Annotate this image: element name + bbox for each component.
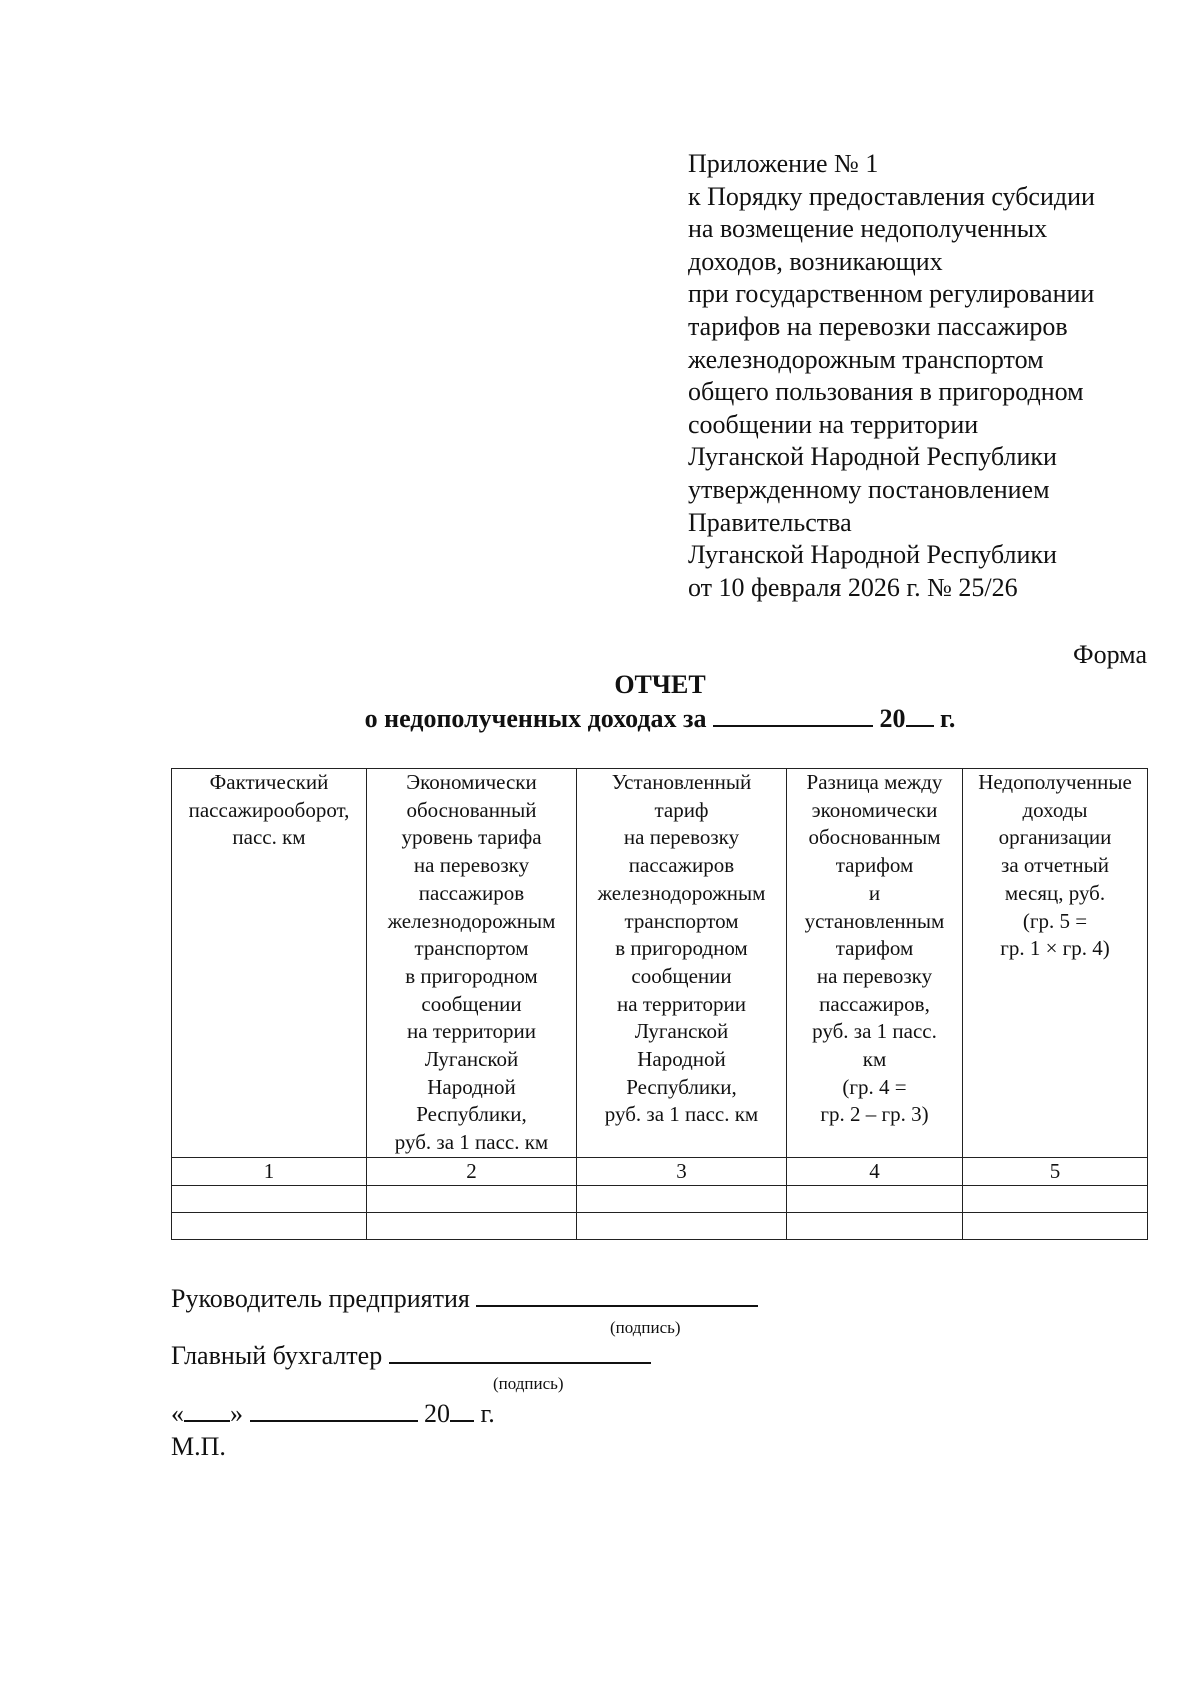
appendix-line: на возмещение недополученных: [688, 214, 1048, 244]
header-line: Разница между: [806, 770, 943, 794]
header-line: Фактический: [209, 770, 329, 794]
header-line: Луганской: [424, 1047, 519, 1072]
header-line: организации: [998, 825, 1112, 850]
date-year-field: [450, 1398, 474, 1422]
table-cell: [963, 1212, 1148, 1239]
header-line: пасс. км: [232, 825, 306, 850]
header-line: Республики,: [626, 1074, 737, 1099]
date-suffix: г.: [480, 1399, 495, 1428]
table-cell: [577, 1185, 787, 1212]
head-signature-line: [171, 1283, 758, 1315]
report-table: [171, 768, 1148, 1240]
header-line: месяц, руб.: [1004, 880, 1106, 905]
header-line: экономически: [811, 797, 938, 822]
table-cell: [963, 1185, 1148, 1212]
header-line: руб. за 1 пасс.: [812, 1019, 937, 1044]
header-line: доходы: [1022, 797, 1088, 822]
header-line: пассажиров,: [819, 991, 930, 1016]
header-line: руб. за 1 пасс. км: [604, 1102, 759, 1127]
date-month-field: [250, 1398, 418, 1422]
table-row: [172, 1185, 1148, 1212]
appendix-line: общего пользования в пригородном: [688, 377, 1084, 407]
column-number-row: [172, 1157, 1148, 1185]
header-line: руб. за 1 пасс. км: [394, 1130, 549, 1155]
header-line: на перевозку: [623, 825, 740, 850]
appendix-line: доходов, возникающих: [688, 246, 943, 276]
header-line: на перевозку: [413, 853, 530, 878]
report-subtitle-prefix: о недополученных доходах за: [364, 704, 707, 733]
head-signature-label: Руководитель предприятия: [171, 1284, 470, 1313]
appendix-line: к Порядку предоставления субсидии: [688, 181, 1095, 211]
appendix-line: при государственном регулировании: [688, 279, 1095, 309]
head-signature-hint: (подпись): [610, 1318, 681, 1337]
header-line: Республики,: [416, 1102, 527, 1127]
table-header-row: [172, 769, 1148, 1158]
header-line: тарифом: [835, 936, 914, 961]
table-cell: [172, 1212, 367, 1239]
appendix-line: тарифов на перевозки пассажиров: [688, 311, 1068, 341]
appendix-line: Правительства: [688, 507, 852, 537]
header-line: за отчетный: [1001, 853, 1109, 878]
header-line: Народной: [427, 1074, 516, 1099]
table-row: [172, 1212, 1148, 1239]
header-line: км: [862, 1047, 887, 1072]
table-cell: [577, 1212, 787, 1239]
table-cell: [367, 1212, 577, 1239]
header-line: на территории: [617, 991, 746, 1016]
appendix-line: Луганской Народной Республики: [688, 540, 1057, 570]
header-line: уровень тарифа: [401, 825, 542, 850]
appendix-line: железнодорожным транспортом: [688, 344, 1044, 374]
header-line: на территории: [407, 1019, 536, 1044]
accountant-signature-hint: (подпись): [493, 1374, 564, 1393]
header-col-1: [172, 769, 367, 1158]
header-line: пассажиров: [418, 880, 525, 905]
date-year: 20: [424, 1399, 450, 1428]
appendix-line: Луганской Народной Республики: [688, 442, 1057, 472]
header-line: в пригородном: [615, 936, 748, 961]
header-line: на перевозку: [816, 963, 933, 988]
report-subtitle-suffix: г.: [940, 704, 956, 733]
table-cell: [787, 1212, 963, 1239]
appendix-line: сообщении на территории: [688, 409, 979, 439]
report-subtitle-year: 20: [879, 704, 906, 733]
column-number: 3: [577, 1157, 787, 1185]
appendix-block: [688, 148, 1188, 604]
accountant-signature-field: [389, 1340, 651, 1364]
header-line: пассажиров: [628, 853, 735, 878]
header-line: Народной: [637, 1047, 726, 1072]
header-line: сообщении: [421, 991, 522, 1016]
appendix-line: от 10 февраля 2026 г. № 25/26: [688, 572, 1018, 602]
header-line: (гр. 4 =: [842, 1074, 907, 1099]
header-line: установленным: [804, 908, 945, 933]
header-line: и: [868, 880, 881, 905]
table-cell: [787, 1185, 963, 1212]
header-line: сообщении: [631, 963, 732, 988]
column-number: 1: [172, 1157, 367, 1185]
header-line: (гр. 5 =: [1022, 908, 1088, 933]
header-line: транспортом: [624, 908, 739, 933]
head-signature-field: [476, 1283, 758, 1307]
header-line: Установленный: [611, 770, 752, 794]
header-col-5: [963, 769, 1148, 1158]
header-line: пассажирооборот,: [188, 797, 350, 822]
report-period-blank: [713, 703, 873, 727]
header-line: тариф: [654, 797, 709, 822]
accountant-signature-label: Главный бухгалтер: [171, 1341, 383, 1370]
stamp-placeholder: М.П.: [171, 1432, 226, 1461]
table-cell: [367, 1185, 577, 1212]
column-number: 4: [787, 1157, 963, 1185]
table-cell: [172, 1185, 367, 1212]
report-year-blank: [906, 703, 934, 727]
header-line: обоснованный: [406, 797, 537, 822]
date-line: [171, 1398, 495, 1430]
header-line: Луганской: [634, 1019, 729, 1044]
appendix-line: утвержденному постановлением: [688, 474, 1050, 504]
form-label: Форма: [1073, 640, 1147, 669]
header-line: транспортом: [414, 936, 529, 961]
column-number: 5: [963, 1157, 1148, 1185]
report-subtitle: [0, 703, 1200, 735]
header-line: гр. 1 × гр. 4): [1000, 936, 1110, 961]
column-number: 2: [367, 1157, 577, 1185]
date-open-quote: «: [171, 1399, 184, 1428]
header-col-4: [787, 769, 963, 1158]
report-title: ОТЧЕТ: [614, 670, 706, 699]
header-line: тарифом: [835, 853, 914, 878]
header-line: Экономически: [406, 770, 537, 794]
header-col-2: [367, 769, 577, 1158]
header-line: железнодорожным: [597, 880, 766, 905]
accountant-signature-line: [171, 1340, 651, 1372]
header-line: Недополученные: [978, 770, 1132, 794]
header-line: гр. 2 – гр. 3): [820, 1102, 929, 1127]
header-line: в пригородном: [405, 963, 538, 988]
date-day-field: [184, 1398, 230, 1422]
date-close-quote: »: [230, 1399, 243, 1428]
header-line: обоснованным: [808, 825, 941, 850]
appendix-line: Приложение № 1: [688, 149, 879, 178]
header-col-3: [577, 769, 787, 1158]
header-line: железнодорожным: [387, 908, 556, 933]
